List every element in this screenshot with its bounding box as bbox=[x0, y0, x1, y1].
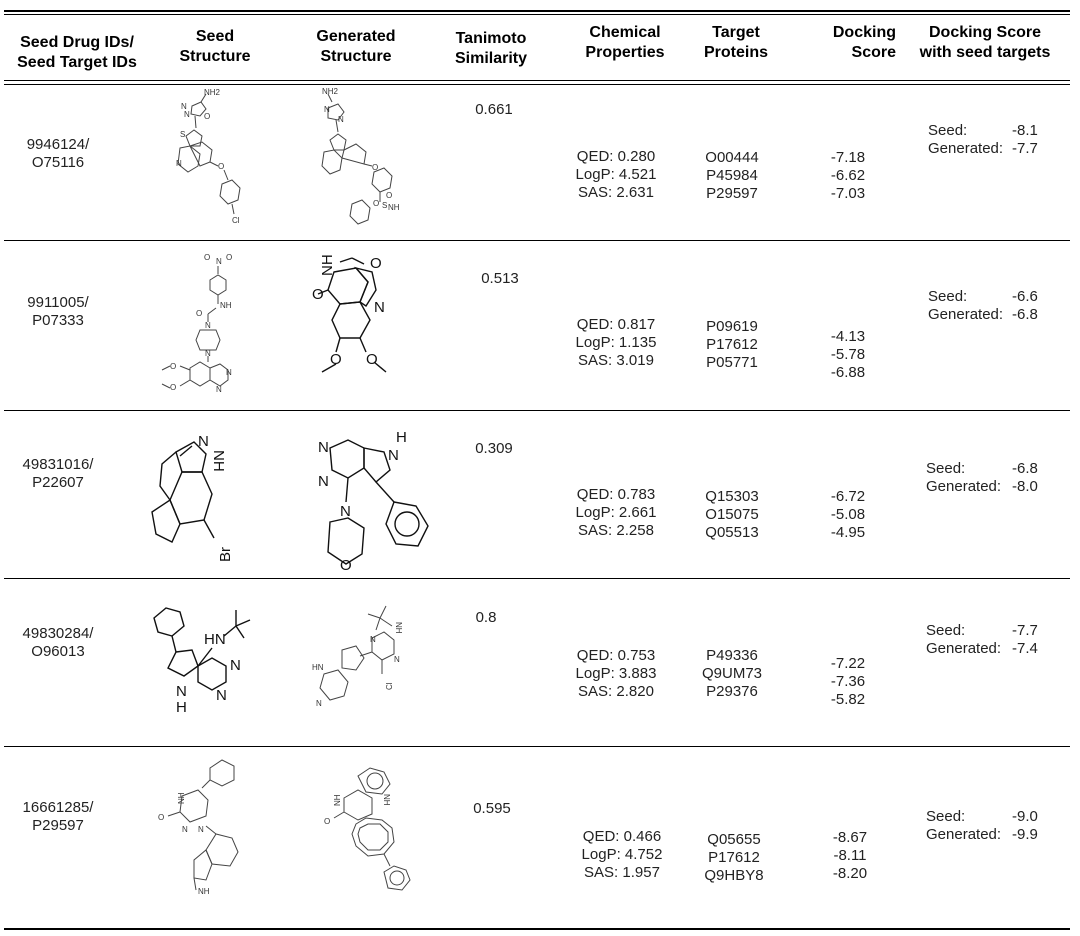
atom-label: O bbox=[312, 286, 324, 303]
atom-label: NH bbox=[382, 794, 391, 806]
header-tanimoto: Tanimoto Similarity bbox=[454, 30, 528, 67]
row5-proteins: Q05655 P17612 Q9HBY8 bbox=[704, 831, 764, 884]
atom-label: O bbox=[366, 351, 378, 368]
row-divider bbox=[4, 746, 1070, 747]
atom-label: N bbox=[216, 257, 222, 266]
atom-label: Cl bbox=[385, 682, 394, 690]
row2-proteins: P09619 P17612 P05771 bbox=[706, 318, 758, 371]
row2-seed-id: 9911005/ P07333 bbox=[27, 294, 89, 329]
header-docking-seed-targets: Docking Score with seed targets bbox=[919, 24, 1051, 61]
atom-label: Br bbox=[217, 547, 234, 562]
row1-properties: QED: 0.280 LogP: 4.521 SAS: 2.631 bbox=[575, 148, 657, 201]
row-divider bbox=[4, 578, 1070, 579]
row1-docking: -7.18 -6.62 -7.03 bbox=[830, 149, 866, 202]
atom-label: N bbox=[176, 159, 182, 168]
atom-label: HN bbox=[312, 663, 324, 672]
row2-seed-targets: Seed: -6.6 Generated: -6.8 bbox=[928, 288, 1038, 323]
row5-tanimoto: 0.595 bbox=[473, 800, 511, 817]
atom-label: O bbox=[204, 253, 211, 262]
row1-seed-targets: Seed: -8.1 Generated: -7.7 bbox=[928, 122, 1038, 157]
atom-label: N bbox=[176, 683, 187, 700]
row3-proteins: Q15303 O15075 Q05513 bbox=[705, 488, 759, 541]
row4-seed-structure bbox=[146, 596, 272, 725]
row3-generated-structure bbox=[308, 424, 438, 579]
atom-label: NH2 bbox=[204, 88, 221, 97]
row2-docking: -4.13 -5.78 -6.88 bbox=[830, 328, 866, 381]
atom-label: NH bbox=[220, 301, 232, 310]
atom-label: N bbox=[316, 699, 322, 708]
atom-label: N bbox=[216, 385, 222, 394]
atom-label: O bbox=[386, 191, 393, 200]
table-top-rule-2 bbox=[4, 14, 1070, 15]
row3-seed-targets: Seed: -6.8 Generated: -8.0 bbox=[926, 460, 1038, 495]
atom-label: N bbox=[374, 299, 385, 316]
atom-label: NH bbox=[394, 622, 403, 634]
row3-seed-id: 49831016/ P22607 bbox=[22, 456, 94, 491]
atom-label: N bbox=[340, 503, 351, 520]
atom-label: O bbox=[158, 813, 165, 822]
atom-label: N bbox=[318, 473, 329, 490]
row4-seed-id: 49830284/ O96013 bbox=[22, 625, 94, 660]
row3-seed-structure bbox=[150, 424, 260, 579]
row-divider bbox=[4, 240, 1070, 241]
atom-label: N bbox=[370, 635, 376, 644]
atom-label: N bbox=[338, 115, 344, 124]
atom-label: NH bbox=[333, 794, 342, 806]
row1-generated-structure bbox=[316, 86, 416, 231]
atom-label: O bbox=[170, 383, 177, 392]
row5-docking: -8.67 -8.11 -8.20 bbox=[832, 829, 868, 882]
atom-label: N bbox=[198, 825, 204, 834]
atom-label: O bbox=[324, 817, 331, 826]
atom-label: H bbox=[176, 699, 187, 716]
atom-label: O bbox=[330, 351, 342, 368]
atom-label: N bbox=[216, 687, 227, 704]
atom-label: N bbox=[205, 321, 211, 330]
atom-label: S bbox=[382, 201, 388, 210]
row4-tanimoto: 0.8 bbox=[475, 609, 497, 626]
atom-label: O bbox=[226, 253, 233, 262]
row4-seed-targets: Seed: -7.7 Generated: -7.4 bbox=[926, 622, 1038, 657]
row4-proteins: P49336 Q9UM73 P29376 bbox=[701, 647, 763, 700]
row2-tanimoto: 0.513 bbox=[481, 270, 519, 287]
atom-label: O bbox=[370, 255, 382, 272]
row2-properties: QED: 0.817 LogP: 1.135 SAS: 3.019 bbox=[575, 316, 657, 369]
atom-label: N bbox=[198, 433, 209, 450]
atom-label: H bbox=[396, 429, 407, 446]
atom-label: N bbox=[318, 439, 329, 456]
row3-properties: QED: 0.783 LogP: 2.661 SAS: 2.258 bbox=[575, 486, 657, 539]
header-target-proteins: Target Proteins bbox=[703, 24, 768, 61]
header-generated-structure: Generated Structure bbox=[316, 28, 396, 65]
row1-seed-structure bbox=[168, 86, 258, 237]
header-seed-ids: Seed Drug IDs/ Seed Target IDs bbox=[17, 34, 137, 71]
atom-label: N bbox=[205, 349, 211, 358]
row4-generated-structure bbox=[310, 596, 430, 725]
row1-tanimoto: 0.661 bbox=[475, 101, 513, 118]
row3-tanimoto: 0.309 bbox=[475, 440, 513, 457]
row2-seed-structure bbox=[160, 250, 260, 405]
row-divider bbox=[4, 410, 1070, 411]
atom-label: O bbox=[204, 112, 211, 121]
header-seed-structure: Seed Structure bbox=[179, 28, 251, 65]
row5-seed-structure bbox=[154, 754, 254, 919]
header-docking-score: Docking Score bbox=[832, 24, 896, 61]
row3-docking: -6.72 -5.08 -4.95 bbox=[830, 488, 866, 541]
row2-generated-structure bbox=[312, 250, 416, 385]
atom-label: HN bbox=[204, 631, 226, 648]
row1-proteins: O00444 P45984 P29597 bbox=[705, 149, 759, 202]
header-rule-2 bbox=[4, 84, 1070, 85]
atom-label: N bbox=[394, 655, 400, 664]
row5-seed-targets: Seed: -9.0 Generated: -9.9 bbox=[926, 808, 1038, 843]
row5-generated-structure bbox=[318, 754, 418, 899]
atom-label: O bbox=[218, 162, 225, 171]
atom-label: O bbox=[373, 199, 380, 208]
atom-label: O bbox=[170, 362, 177, 371]
row5-seed-id: 16661285/ P29597 bbox=[22, 799, 94, 834]
atom-label: S bbox=[180, 130, 186, 139]
table-top-rule bbox=[4, 10, 1070, 12]
atom-label: N bbox=[182, 825, 188, 834]
atom-label: NH2 bbox=[322, 87, 339, 96]
header-rule bbox=[4, 80, 1070, 81]
atom-label: NH bbox=[388, 203, 400, 212]
atom-label: NH bbox=[319, 254, 336, 276]
atom-label: NH bbox=[177, 792, 186, 804]
atom-label: O bbox=[340, 557, 352, 574]
atom-label: N bbox=[181, 102, 187, 111]
atom-label: N bbox=[324, 105, 330, 114]
atom-label: O bbox=[196, 309, 203, 318]
row5-properties: QED: 0.466 LogP: 4.752 SAS: 1.957 bbox=[581, 828, 663, 881]
atom-label: N bbox=[184, 110, 190, 119]
header-chemical-properties: Chemical Properties bbox=[585, 24, 665, 61]
atom-label: NH bbox=[210, 450, 227, 472]
row1-seed-id: 9946124/ O75116 bbox=[26, 136, 90, 171]
atom-label: N bbox=[388, 447, 399, 464]
atom-label: N bbox=[226, 368, 232, 377]
table-bottom-rule bbox=[4, 928, 1070, 930]
atom-label: N bbox=[230, 657, 241, 674]
atom-label: NH bbox=[198, 887, 210, 896]
atom-label: O bbox=[372, 163, 379, 172]
atom-label: Cl bbox=[232, 216, 240, 225]
row4-properties: QED: 0.753 LogP: 3.883 SAS: 2.820 bbox=[575, 647, 657, 700]
row4-docking: -7.22 -7.36 -5.82 bbox=[830, 655, 866, 708]
